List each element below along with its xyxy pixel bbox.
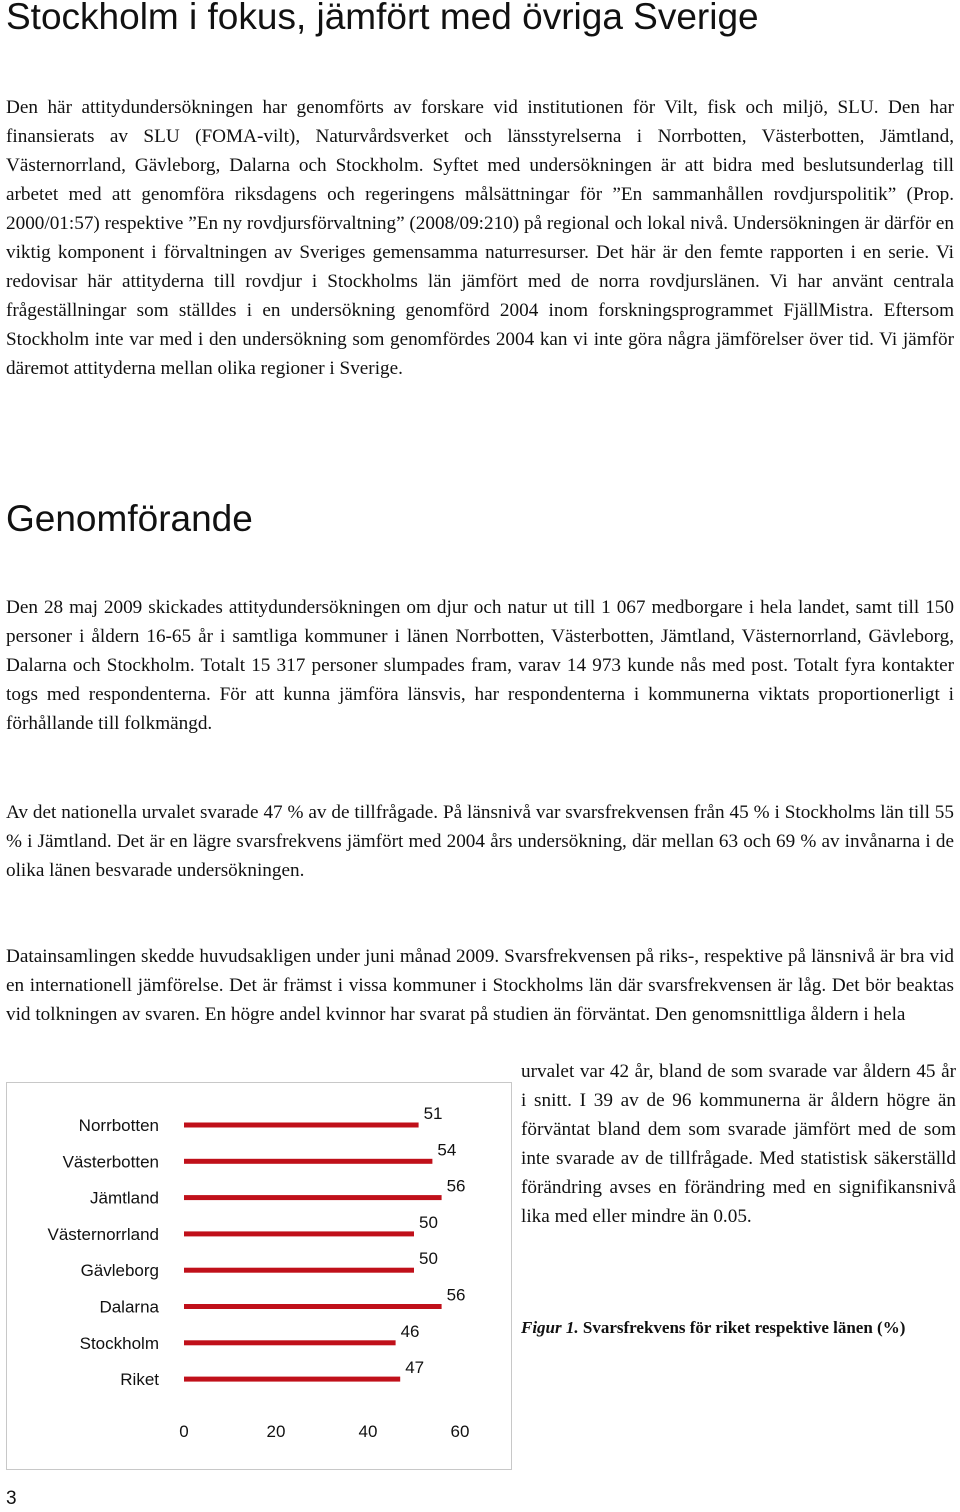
data-label: 50 <box>419 1212 438 1232</box>
category-label: Norrbotten <box>78 1116 159 1135</box>
caption-text: Svarsfrekvens för riket respektive länen (%) <box>578 1318 906 1337</box>
intro-paragraph: Den här attitydundersökningen har genomförts av forskare vid institutionen för Vilt, fisk och miljö, SLU. Den har finansierats av SLU (FOMA-vilt), Naturvårdsverket och länsstyrelserna i Norrbotten, Västerbotten, Jämtland, Västernorrland, Gävleborg, Dalarna och Stockholm. Syftet med undersökningen är att bidra med beslutsunderlag till arbetet med att genomföra riksdagens och regeringens målsättningar för ”En sammanhållen rovdjurspolitik” (Prop. 2000/01:57) respektive ”En ny rovdjursförvaltning” (2008/09:210) på regional och lokal nivå. Undersökningen är därför en viktig komponent i förvaltningen av Sveriges gemensamma naturresurser. Det här är den femte rapporten i en serie. Vi redovisar här attityderna till rovdjur i Stockholms län jämfört med de norra rovdjurslänen. Vi har använt centrala frågeställningar som ställdes i en undersökning genomförd 2004 inom forskningsprogrammet FjällMistra. Eftersom Stockholm inte var med i den undersökning som genomfördes 2004 kan vi inte göra några jämförelser över tid. Vi jämför däremot attityderna mellan olika regioner i Sverige. <box>6 97 954 379</box>
data-label: 50 <box>419 1249 438 1269</box>
category-label: Västerbotten <box>62 1152 159 1172</box>
x-tick-label: 0 <box>179 1422 189 1441</box>
bar <box>184 1377 400 1382</box>
category-label: Västernorrland <box>47 1224 159 1244</box>
bar <box>184 1231 414 1236</box>
x-tick-label: 20 <box>266 1422 286 1441</box>
category-label: Stockholm <box>79 1333 159 1353</box>
method-paragraph-continued: urvalet var 42 år, bland de som svarade var åldern 45 år i snitt. I 39 av de 96 kommunerna är åldern högre än förväntat bland dem som svarade jämfört med de som inte svarade av de tillfrågade. Med statistisk säkerställd förändring avses en förändring med en signifikansnivå lika med eller mindre än 0.05. <box>521 1061 956 1227</box>
category-label: Dalarna <box>99 1297 159 1317</box>
data-label: 54 <box>437 1140 457 1160</box>
category-label: Gävleborg <box>80 1261 159 1281</box>
category-label: Jämtland <box>90 1188 159 1208</box>
caption-label: Figur 1. <box>521 1318 579 1337</box>
page-number: 3 <box>6 1488 17 1509</box>
page-title: Stockholm i fokus, jämfört med övriga Sverige <box>6 0 759 37</box>
bar <box>184 1268 414 1273</box>
data-label: 47 <box>405 1358 425 1378</box>
bar <box>184 1304 442 1309</box>
data-label: 46 <box>400 1321 420 1341</box>
method-paragraph-3: Datainsamlingen skedde huvudsakligen under juni månad 2009. Svarsfrekvensen på riks-, respektive på länsnivå är bra vid en internationell jämförelse. Det är främst i vissa kommuner i Stockholms län där svarsfrekvensen är låg. Det bör beaktas vid tolkningen av svaren. En högre andel kvinnor har svarat på studien än förväntat. Den genomsnittliga åldern i hela <box>6 946 954 1025</box>
bar <box>184 1195 442 1200</box>
response-rate-chart <box>6 1082 512 1470</box>
section-heading: Genomförande <box>6 498 253 539</box>
bar <box>184 1159 432 1164</box>
figure-caption <box>521 1316 956 1340</box>
x-tick-label: 40 <box>358 1422 378 1441</box>
bar <box>184 1123 419 1128</box>
method-paragraph-1: Den 28 maj 2009 skickades attitydundersökningen om djur och natur ut till 1 067 medborgare i hela landet, samt till 150 personer i åldern 16-65 år i samtliga kommuner i länen Norrbotten, Västerbotten, Jämtland, Västernorrland, Gävleborg, Dalarna och Stockholm. Totalt 15 317 personer slumpades fram, varav 14 973 kunde nås med post. Totalt fyra kontakter togs med respondenterna. För att kunna jämföra länsvis, har respondenterna i kommunerna viktats proportionerligt i förhållande till folkmängd. <box>6 597 954 734</box>
x-tick-label: 60 <box>450 1422 470 1441</box>
chart-svg <box>7 1083 511 1469</box>
data-label: 56 <box>446 1285 466 1305</box>
method-paragraph-2: Av det nationella urvalet svarade 47 % av de tillfrågade. På länsnivå var svarsfrekvensen från 45 % i Stockholms län till 55 % i Jämtland. Det är en lägre svarsfrekvens jämfört med 2004 års undersökning, där mellan 63 och 69 % av invånarna i de olika länen besvarade undersökningen. <box>6 802 954 881</box>
bar <box>184 1340 396 1345</box>
category-label: Riket <box>120 1370 159 1390</box>
data-label: 56 <box>446 1176 466 1196</box>
data-label: 51 <box>423 1104 443 1123</box>
